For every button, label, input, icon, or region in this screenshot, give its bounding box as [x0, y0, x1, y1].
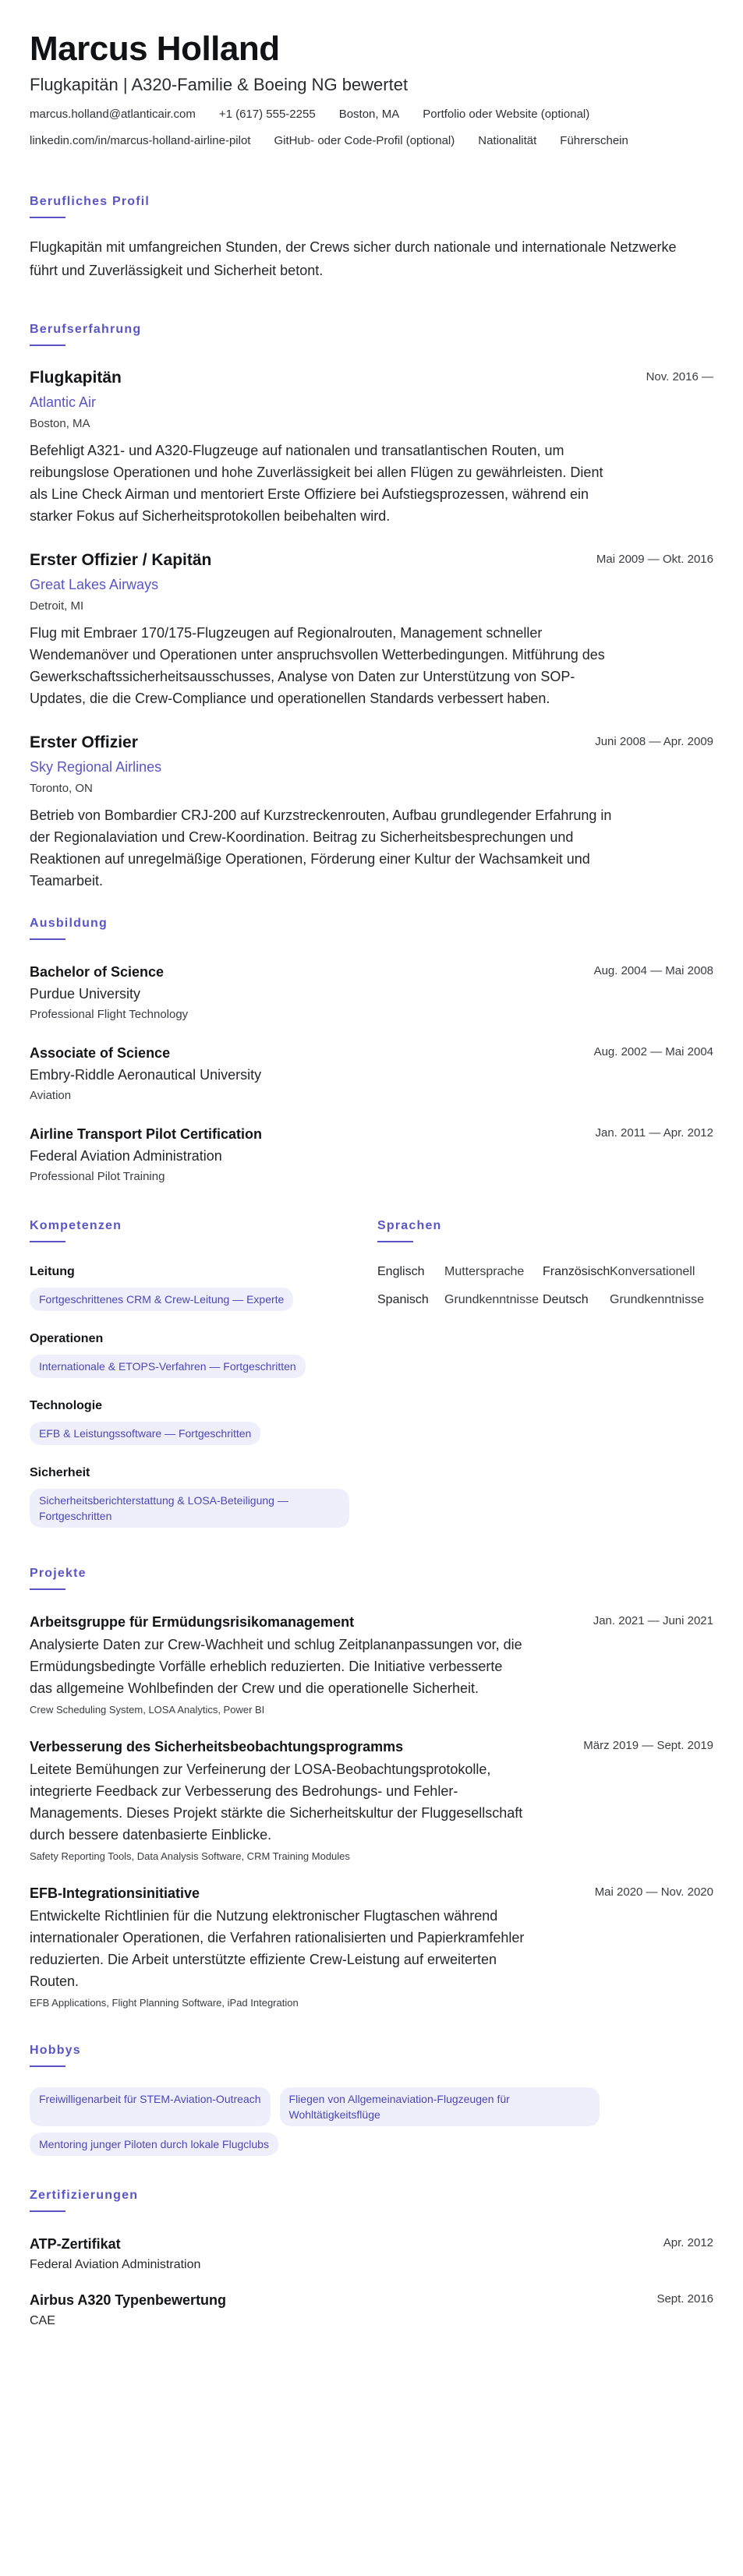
education-entry [30, 1043, 713, 1105]
job-location: Boston, MA [30, 417, 90, 430]
education-degree: Associate of Science [30, 1045, 171, 1061]
language-name: Französisch [543, 1265, 610, 1278]
language-level: Grundkenntnisse [444, 1293, 539, 1306]
education-field: Aviation [30, 1089, 72, 1102]
contact-email[interactable]: marcus.holland@atlanticair.com [30, 108, 196, 121]
section-divider [30, 2210, 65, 2212]
education-date: Aug. 2004 — Mai 2008 [593, 964, 713, 977]
language-level: Grundkenntnisse [610, 1293, 704, 1306]
education-degree: Airline Transport Pilot Certification [30, 1126, 263, 1142]
contact-license: Führerschein [560, 134, 628, 147]
contact-location: Boston, MA [338, 108, 400, 121]
education-date: Jan. 2011 — Apr. 2012 [595, 1126, 713, 1140]
language-name: Englisch [377, 1265, 425, 1278]
job-company: Sky Regional Airlines [30, 759, 162, 775]
language-name: Deutsch [543, 1293, 589, 1306]
resume-header [30, 28, 713, 150]
certification-issuer: CAE [30, 2314, 55, 2327]
contact-portfolio[interactable]: Portfolio oder Website (optional) [423, 108, 590, 121]
hobbies-section [30, 2042, 713, 2156]
skill-category: Technologie [30, 1399, 103, 1412]
skill-group [30, 1330, 377, 1378]
education-section [30, 915, 713, 1186]
job-title: Erster Offizier / Kapitän [30, 551, 212, 569]
language-item [377, 1263, 543, 1281]
candidate-name: Marcus Holland [30, 30, 280, 68]
skill-category: Operationen [30, 1332, 104, 1345]
skill-pill: Fortgeschrittenes CRM & Crew-Leitung — Experte [30, 1288, 293, 1311]
section-divider [30, 217, 65, 218]
contact-phone[interactable]: +1 (617) 555-2255 [218, 108, 316, 121]
certification-date: Apr. 2012 [663, 2236, 713, 2249]
section-title: Kompetenzen [30, 1219, 122, 1232]
certification-name: Airbus A320 Typenbewertung [30, 2292, 227, 2308]
contact-linkedin[interactable]: linkedin.com/in/marcus-holland-airline-pilot [30, 134, 251, 147]
hobby-pill: Mentoring junger Piloten durch lokale Flugclubs [30, 2133, 278, 2156]
hobby-pill: Freiwilligenarbeit für STEM-Aviation-Outreach [30, 2087, 271, 2126]
project-date: Jan. 2021 — Juni 2021 [593, 1614, 713, 1627]
project-title: EFB-Integrationsinitiative [30, 1885, 200, 1901]
profile-section [30, 193, 713, 282]
projects-section [30, 1565, 713, 2011]
education-degree: Bachelor of Science [30, 964, 165, 980]
section-title: Ausbildung [30, 917, 108, 930]
job-company: Great Lakes Airways [30, 577, 159, 592]
candidate-headline: Flugkapitän | A320-Familie & Boeing NG bewertet [30, 75, 409, 94]
language-row [377, 1263, 713, 1281]
skill-group [30, 1464, 377, 1528]
skill-pill: Sicherheitsberichterstattung & LOSA-Beteiligung — Fortgeschritten [30, 1489, 349, 1528]
language-level: Konversationell [610, 1265, 695, 1278]
hobby-list [30, 2084, 700, 2156]
section-title: Zertifizierungen [30, 2189, 139, 2202]
project-title: Arbeitsgruppe für Ermüdungsrisikomanagement [30, 1614, 355, 1630]
job-location: Toronto, ON [30, 782, 93, 795]
section-title: Hobbys [30, 2044, 81, 2057]
project-date: Mai 2020 — Nov. 2020 [594, 1885, 713, 1899]
skill-pill: EFB & Leistungssoftware — Fortgeschritten [30, 1422, 260, 1445]
education-entry [30, 962, 713, 1024]
section-title: Berufserfahrung [30, 323, 142, 336]
job-description: Befehligt A321- und A320-Flugzeuge auf nationalen und transatlantischen Routen, um reibungslose Operationen und hohe Zuverlässigkeit bei allen Flügen zu gewährleisten. Dient als Line Check Airman und mentoriert Erste Offiziere bei Aufstiegsprozessen, während ein starker Fokus auf Sicherheitsprotokollen beibehalten wird. [30, 443, 603, 524]
section-divider [30, 345, 65, 346]
education-field: Professional Flight Technology [30, 1008, 189, 1021]
section-divider [30, 2065, 65, 2067]
language-item [543, 1263, 708, 1281]
contact-github[interactable]: GitHub- oder Code-Profil (optional) [274, 134, 455, 147]
job-entry [30, 366, 713, 527]
project-entry [30, 1612, 713, 1718]
language-item [377, 1291, 543, 1309]
education-field: Professional Pilot Training [30, 1170, 165, 1183]
language-level: Muttersprache [444, 1265, 525, 1278]
skill-category: Leitung [30, 1265, 75, 1278]
certification-issuer: Federal Aviation Administration [30, 2258, 201, 2271]
section-divider [30, 938, 65, 940]
job-description: Flug mit Embraer 170/175-Flugzeugen auf Regionalrouten, Management schneller Wendemanöver und Operationen unter anspruchsvollen Wetterbedingungen. Mitführung des Gewerkschaftssicherheitsausschusses, Analyse von Daten zur Unterstützung von SOP-Updates, die die Crew-Compliance und operationellen Standards verbessert haben. [30, 625, 605, 706]
certification-name: ATP-Zertifikat [30, 2236, 121, 2252]
job-date: Juni 2008 — Apr. 2009 [595, 735, 713, 748]
certification-date: Sept. 2016 [656, 2292, 713, 2306]
languages-section [377, 1217, 713, 1528]
job-description: Betrieb von Bombardier CRJ-200 auf Kurzstreckenrouten, Aufbau grundlegender Erfahrung in der Regionalaviation und Crew-Koordination. Beitrag zu Sicherheitsbesprechungen und Reaktionen auf unregelmäßige Operationen, Förderung einer Kultur der Wachsamkeit und Teamarbeit. [30, 807, 612, 889]
skills-languages-row [30, 1217, 713, 1528]
job-date: Nov. 2016 — [646, 370, 713, 383]
education-date: Aug. 2002 — Mai 2004 [593, 1045, 713, 1058]
section-divider [30, 1588, 65, 1590]
job-location: Detroit, MI [30, 599, 84, 613]
section-title: Sprachen [377, 1219, 442, 1232]
profile-text: Flugkapitän mit umfangreichen Stunden, der Crews sicher durch nationale und internationale Netzwerke führt und Zuverlässigkeit und Sicherheit betont. [30, 239, 677, 278]
job-date: Mai 2009 — Okt. 2016 [596, 553, 713, 566]
education-entry [30, 1124, 713, 1186]
project-description: Leitete Bemühungen zur Verfeinerung der LOSA-Beobachtungsprotokolle, integrierte Feedback zur Verbesserung des Bedrohungs- und Fehler-Managements. Dieses Projekt stärkte die Sicherheitskultur der Fluggesellschaft durch bessere datenbasierte Einblicke. [30, 1762, 523, 1843]
education-school: Purdue University [30, 986, 141, 1002]
project-entry [30, 1883, 713, 2011]
project-title: Verbesserung des Sicherheitsbeobachtungsprogramms [30, 1739, 404, 1754]
job-entry [30, 731, 713, 892]
job-entry [30, 549, 713, 709]
project-description: Analysierte Daten zur Crew-Wachheit und schlug Zeitplananpassungen vor, die Ermüdungsbedingte Vorfälle erheblich reduzierten. Die Initiative verbesserte das allgemeine Wohlbefinden der Crew und die operationelle Sicherheit. [30, 1637, 522, 1696]
skill-pill: Internationale & ETOPS-Verfahren — Fortgeschritten [30, 1355, 306, 1378]
certifications-section [30, 2187, 713, 2330]
language-item [543, 1291, 708, 1309]
certification-entry [30, 2234, 713, 2274]
section-divider [377, 1241, 413, 1242]
project-date: März 2019 — Sept. 2019 [583, 1739, 713, 1752]
skill-category: Sicherheit [30, 1466, 90, 1479]
project-entry [30, 1737, 713, 1864]
job-title: Flugkapitän [30, 369, 122, 387]
project-description: Entwickelte Richtlinien für die Nutzung elektronischer Flugtaschen während internationaler Operationen, die Verfahren rationalisierten und Papierkramfehler reduzierten. Die Arbeit unterstützte effiziente Crew-Leistung auf erweiterten Routen. [30, 1908, 525, 1989]
education-school: Federal Aviation Administration [30, 1148, 222, 1164]
skills-section [30, 1217, 377, 1528]
skill-group [30, 1397, 377, 1445]
language-row [377, 1291, 713, 1309]
certification-entry [30, 2290, 713, 2330]
contact-list [30, 106, 716, 150]
education-school: Embry-Riddle Aeronautical University [30, 1067, 262, 1083]
section-title: Projekte [30, 1567, 87, 1580]
skill-group [30, 1263, 377, 1311]
hobby-pill: Fliegen von Allgemeinaviation-Flugzeugen für Wohltätigkeitsflüge [280, 2087, 600, 2126]
project-technologies: EFB Applications, Flight Planning Software, iPad Integration [30, 1997, 299, 2009]
section-divider [30, 1241, 65, 1242]
project-technologies: Safety Reporting Tools, Data Analysis Software, CRM Training Modules [30, 1850, 350, 1862]
project-technologies: Crew Scheduling System, LOSA Analytics, Power BI [30, 1704, 265, 1716]
contact-nationality: Nationalität [478, 134, 537, 147]
language-name: Spanisch [377, 1293, 429, 1306]
job-title: Erster Offizier [30, 733, 138, 751]
experience-section [30, 321, 713, 892]
section-title: Berufliches Profil [30, 195, 150, 208]
job-company: Atlantic Air [30, 394, 97, 410]
